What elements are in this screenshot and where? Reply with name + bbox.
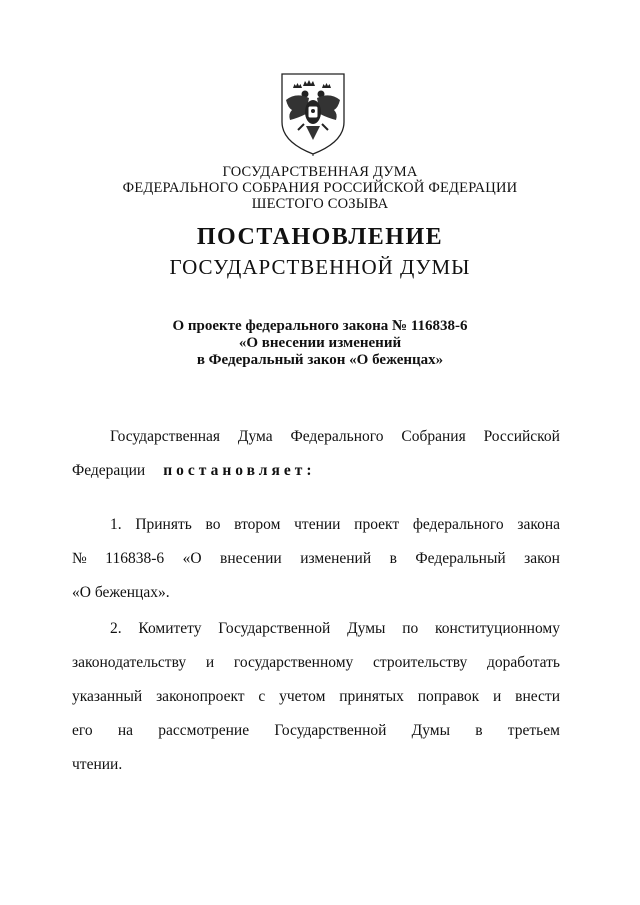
item-2-line-4 (72, 722, 560, 756)
item-1-line-2 (72, 550, 560, 584)
word: указанный (72, 688, 143, 705)
resolution-verb: постановляет: (163, 462, 316, 479)
document-type-title: ПОСТАНОВЛЕНИЕ (196, 224, 444, 250)
word: поправок (417, 688, 480, 705)
word: 1. (110, 516, 122, 533)
word: строительству (373, 654, 468, 671)
item-1-line-3 (72, 584, 560, 618)
subject-line-2: «О внесении изменений (238, 335, 402, 351)
word: втором (234, 516, 281, 533)
issuing-body-header (0, 164, 640, 212)
word: чтении. (72, 756, 123, 773)
item-2-line-2 (72, 654, 560, 688)
word: по (402, 620, 419, 637)
word: в (389, 550, 397, 567)
word: федерального (412, 516, 504, 533)
word: Федеральный (415, 550, 506, 567)
word: третьем (507, 722, 560, 739)
document-subject (0, 318, 640, 369)
word: внесении (220, 550, 282, 567)
word: изменений (300, 550, 372, 567)
header-line-2: ФЕДЕРАЛЬНОГО СОБРАНИЯ РОССИЙСКОЙ ФЕДЕРАЦИИ (122, 180, 518, 196)
item-2-line-3 (72, 688, 560, 722)
item-2-line-5 (72, 756, 560, 790)
word: Дума (237, 428, 273, 445)
word: учетом (279, 688, 326, 705)
word: законопроект (156, 688, 245, 705)
word: «О беженцах». (72, 584, 170, 601)
word: на (117, 722, 134, 739)
word: доработать (487, 654, 560, 671)
word: Принять (135, 516, 192, 533)
word: Думы (347, 620, 386, 637)
word: в (475, 722, 483, 739)
word: 116838-6 (105, 550, 165, 567)
document-issuer-title: ГОСУДАРСТВЕННОЙ ДУМЫ (169, 255, 471, 279)
item-1-paragraph (72, 516, 560, 618)
word: рассмотрение (158, 722, 250, 739)
word: закона (517, 516, 560, 533)
word: закон (524, 550, 560, 567)
word: Федерации (72, 462, 146, 479)
word: и (493, 688, 502, 705)
preamble-paragraph (72, 428, 560, 496)
preamble-line-1 (72, 428, 560, 462)
item-2-paragraph (72, 620, 560, 790)
word: его (72, 722, 93, 739)
word: № (72, 550, 87, 567)
word: Российской (483, 428, 560, 445)
word: Государственная (110, 428, 221, 445)
word: «О (182, 550, 202, 567)
preamble-line-2 (72, 462, 560, 496)
word: чтении (294, 516, 341, 533)
word: Собрания (401, 428, 466, 445)
header-line-1: ГОСУДАРСТВЕННАЯ ДУМА (222, 164, 418, 180)
word: Думы (411, 722, 450, 739)
word: с (258, 688, 266, 705)
word: 2. (110, 620, 122, 637)
subject-line-3: в Федеральный закон «О беженцах» (196, 352, 444, 368)
word: Государственной (218, 620, 331, 637)
item-2-line-1 (72, 620, 560, 654)
word: принятых (339, 688, 404, 705)
coat-of-arms-emblem-icon (276, 70, 350, 156)
word: конституционному (434, 620, 560, 637)
word: государственному (233, 654, 354, 671)
word: проект (354, 516, 400, 533)
word: Федерального (290, 428, 384, 445)
subject-line-1: О проекте федерального закона № 116838-6 (172, 318, 468, 334)
word: Комитету (138, 620, 202, 637)
word: законодательству (72, 654, 187, 671)
word: внести (515, 688, 560, 705)
header-line-3: ШЕСТОГО СОЗЫВА (251, 196, 389, 212)
word: и (205, 654, 215, 671)
word: во (205, 516, 221, 533)
word: Государственной (274, 722, 387, 739)
item-1-line-1 (72, 516, 560, 550)
